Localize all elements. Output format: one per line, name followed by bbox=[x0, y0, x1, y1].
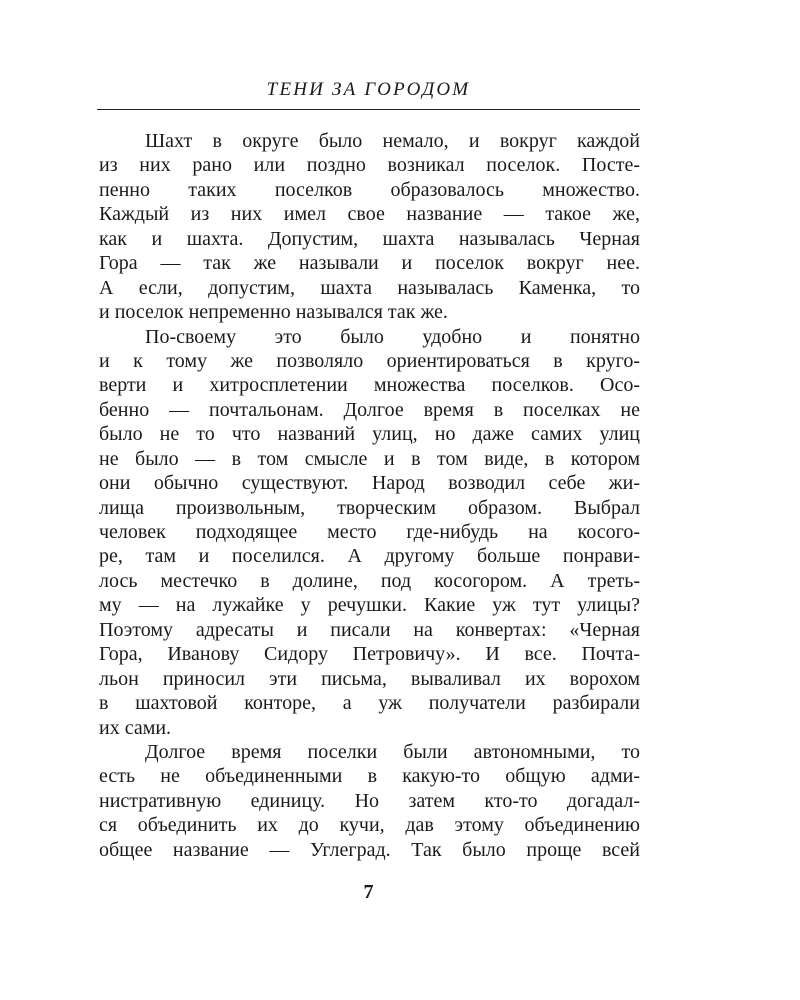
text-line: верти и хитросплетении множества поселков. Осо- bbox=[99, 374, 640, 397]
page-number: 7 bbox=[363, 881, 374, 903]
text-line: Гора, Иванову Сидору Петровичу». И все. Почта- bbox=[99, 643, 640, 666]
header-rule bbox=[97, 109, 640, 110]
text-line: бенно — почтальонам. Долгое время в поселках не bbox=[99, 398, 640, 421]
text-line: ся объединить их до кучи, дав этому объединению bbox=[99, 814, 640, 837]
text-line: А если, допустим, шахта называлась Каменка, то bbox=[99, 276, 640, 299]
body-text bbox=[99, 129, 640, 862]
text-line: и к тому же позволяло ориентироваться в круго- bbox=[99, 349, 640, 372]
text-line: как и шахта. Допустим, шахта называлась Черная bbox=[99, 227, 640, 250]
text-line: нистративную единицу. Но затем кто-то догадал- bbox=[99, 789, 640, 812]
text-line: они обычно существуют. Народ возводил себе жи- bbox=[99, 472, 640, 495]
text-line: лища произвольным, творческим образом. Выбрал bbox=[99, 496, 640, 519]
text-line: их сами. bbox=[99, 716, 172, 739]
text-line: Долгое время поселки были автономными, то bbox=[145, 740, 640, 763]
text-line: Поэтому адресаты и писали на конвертах: «Черная bbox=[99, 618, 640, 641]
text-line: есть не объединенными в какую-то общую адми- bbox=[99, 765, 640, 788]
text-line: в шахтовой конторе, а уж получатели разбирали bbox=[99, 692, 640, 715]
text-line: пенно таких поселков образовалось множество. bbox=[99, 178, 640, 201]
text-line: лось местечко в долине, под косогором. А треть- bbox=[99, 569, 640, 592]
text-line: му — на лужайке у речушки. Какие уж тут улицы? bbox=[99, 594, 640, 617]
text-line: из них рано или поздно возникал поселок. Посте- bbox=[99, 154, 640, 177]
text-line: Шахт в округе было немало, и вокруг каждой bbox=[145, 130, 640, 152]
text-line: общее название — Углеград. Так было проще всей bbox=[99, 838, 640, 861]
text-line: не было — в том смысле и в том виде, в котором bbox=[99, 447, 640, 470]
text-line: человек подходящее место где-нибудь на косого- bbox=[99, 521, 640, 543]
text-line: Каждый из них имел свое название — такое же, bbox=[99, 203, 640, 226]
text-line: ре, там и поселился. А другому больше понрави- bbox=[99, 545, 640, 568]
text-line: и поселок непременно назывался так же. bbox=[99, 301, 448, 324]
text-line: было не то что названий улиц, но даже самих улиц bbox=[99, 423, 640, 446]
text-line: льон приносил эти письма, вываливал их ворохом bbox=[99, 667, 640, 690]
text-line: По-своему это было удобно и понятно bbox=[145, 325, 640, 348]
text-line: Гора — так же называли и поселок вокруг нее. bbox=[99, 252, 640, 275]
running-head: ТЕНИ ЗА ГОРОДОМ bbox=[266, 79, 471, 100]
